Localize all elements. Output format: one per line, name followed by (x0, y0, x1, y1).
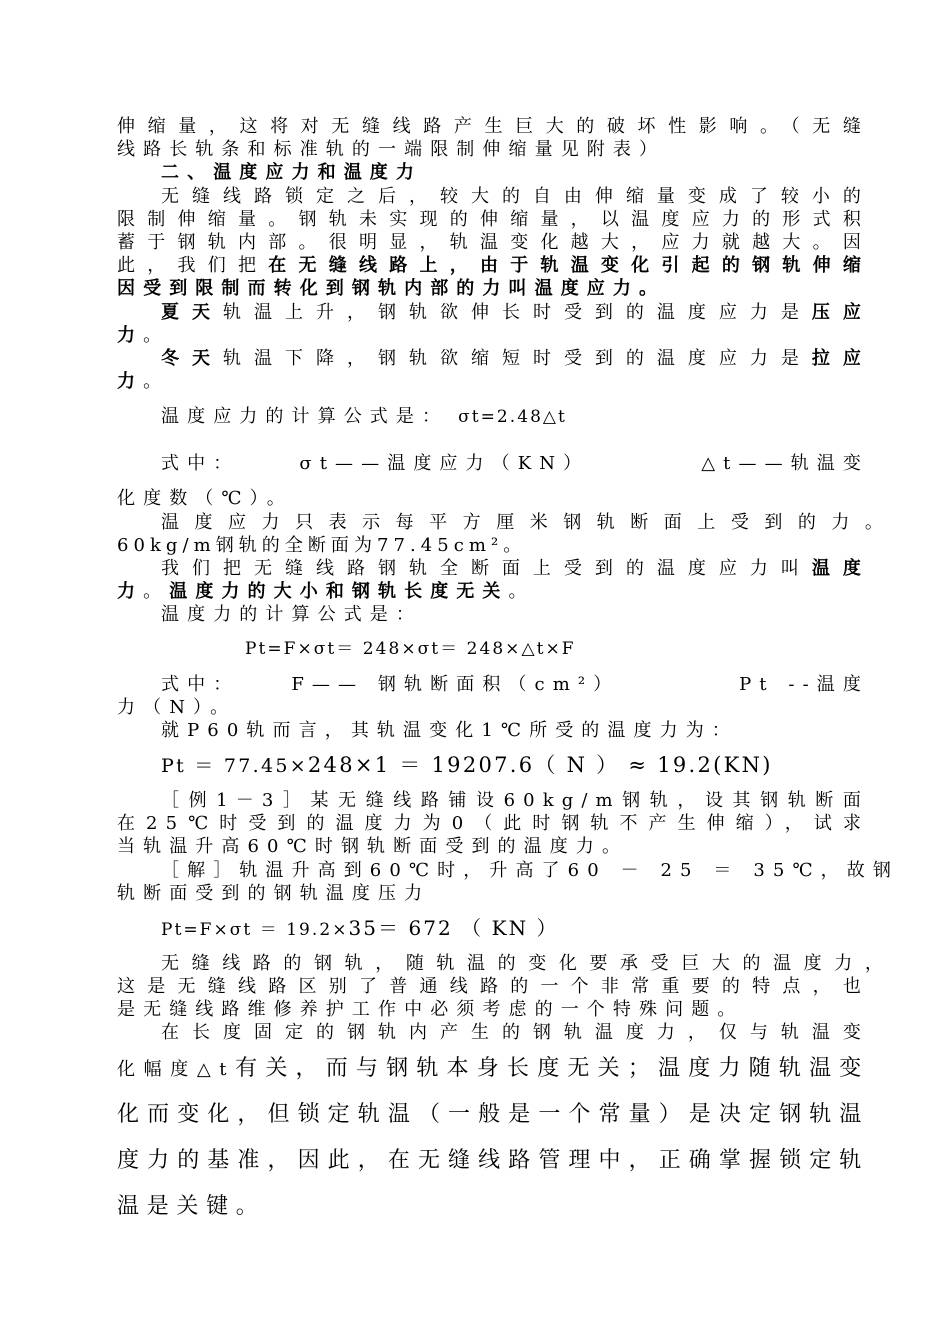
formula (161, 917, 869, 941)
text-span: 有关，而与钢轨本身长度无关；温度力随轨温变 (234, 1056, 870, 1081)
text-line: 蓄于钢轨内部。很明显，轨温变化越大，应力就越大。因 (117, 232, 869, 253)
text-line (117, 325, 869, 347)
text-span: 。 (143, 371, 170, 392)
formula-part: 35＝ 672 （ KN ） (348, 916, 559, 940)
text-span: σt——温度应力（KN） (299, 453, 590, 474)
text-line: ［例1－3］某无缝线路铺设60kg/m钢轨，设其钢轨断面 (161, 790, 869, 811)
formula: Pt=F×σt＝ 248×σt＝ 248×△t×F (245, 639, 576, 659)
formula-part: 248×1 ＝ 19207.6（ N ） ≈ 19.2(KN) (307, 753, 773, 777)
text-span: Pt --温度 (739, 674, 869, 695)
text-span: 我们把无缝线路钢轨全断面上受到的温度应力叫 (161, 558, 812, 579)
text-line (117, 371, 869, 393)
text-line (161, 348, 869, 370)
text-line: ［解］轨温升高到60℃时，升高了60 － 25 ＝ 35℃，故钢 (161, 860, 899, 881)
text-span: 轨温下降，钢轨欲缩短时受到的温度应力是 (223, 348, 812, 369)
text-line (117, 1056, 869, 1083)
text-line: 这是无缝线路区别了普通线路的一个非常重要的特点，也 (117, 976, 869, 997)
text-line: 轨断面受到的钢轨温度压力 (117, 883, 431, 904)
text-line: 无缝线路的钢轨，随轨温的变化要承受巨大的温度力， (161, 953, 891, 974)
text-line: 当轨温升高60℃时钢轨断面受到的温度力。 (117, 836, 629, 857)
text-line: 度力的基准，因此，在无缝线路管理中，正确掌握锁定轨 (117, 1148, 869, 1173)
text-span: 此，我们把 (117, 255, 269, 276)
text-span: △t——轨温变 (701, 453, 869, 474)
text-span: 轨温上升，钢轨欲伸长时受到的温度应力是 (223, 302, 812, 323)
text-span: 式中： (161, 453, 240, 474)
emphasis-text: 温度 (811, 558, 869, 579)
text-span: 。 (143, 325, 170, 346)
formula-part: Pt ＝ 77.45× (161, 755, 308, 777)
formula (161, 754, 869, 777)
emphasis-text: 力 (117, 581, 144, 602)
text-line (161, 453, 869, 475)
text-line: 化而变化，但锁定轨温（一般是一个常量）是决定钢轨温 (117, 1102, 869, 1127)
emphasis-text: 温度力的大小和钢轨长度无关 (169, 581, 509, 602)
text-line (161, 302, 869, 324)
text-span: 。 (508, 581, 535, 602)
text-line (161, 674, 869, 696)
emphasis-text: 在无缝线路上，由于轨温变化引起的钢轨伸缩 (268, 255, 870, 276)
emphasis-text: 力 (117, 325, 144, 346)
text-span: 化幅度△t (117, 1059, 235, 1080)
text-line (161, 558, 869, 580)
formula-line (161, 406, 869, 428)
text-line (117, 255, 869, 277)
text-line: 化度数（℃）。 (117, 488, 293, 509)
text-line: 无缝线路锁定之后，较大的自由伸缩量变成了较小的 (161, 186, 869, 207)
emphasis-text: 夏天 (161, 302, 223, 323)
text-line: 温度应力只表示每平方厘米钢轨断面上受到的力。 (161, 512, 891, 533)
text-line: 温是关键。 (117, 1194, 266, 1219)
text-line: 在25℃时受到的温度力为0（此时钢轨不产生伸缩），试求 (117, 813, 869, 834)
text-line: 伸缩量，这将对无缝线路产生巨大的破坏性影响。（无缝 (117, 116, 869, 137)
text-line: 限制伸缩量。钢轨未实现的伸缩量，以温度应力的形式积 (117, 209, 869, 230)
emphasis-text: 压应 (811, 302, 870, 323)
text-line: 60kg/m钢轨的全断面为77.45cm²。 (117, 535, 527, 556)
formula: σt=2.48△t (458, 407, 567, 427)
text-line: 力（N）。 (117, 697, 237, 718)
emphasis-text: 力 (117, 371, 144, 392)
text-line: 是无缝线路维修养护工作中必须考虑的一个特殊问题。 (117, 999, 744, 1020)
text-span: F—— 钢轨断面积（cm²） (291, 674, 620, 695)
text-line: 温度力的计算公式是： (161, 604, 422, 625)
text-span: 式中： (161, 674, 240, 695)
emphasis-text: 拉应 (811, 348, 870, 369)
formula-part: Pt=F×σt ＝ 19.2× (161, 920, 349, 940)
section-heading: 二、温度应力和温度力 (161, 162, 422, 183)
emphasis-line: 因受到限制而转化到钢轨内部的力叫温度应力。 (117, 278, 666, 299)
text-line (117, 581, 869, 603)
text-span: 。 (143, 581, 170, 602)
text-line: 在长度固定的钢轨内产生的钢轨温度力，仅与轨温变 (161, 1022, 869, 1043)
text-line: 线路长轨条和标准轨的一端限制伸缩量见附表） (117, 139, 666, 160)
text-line: 就P60轨而言，其轨温变化1℃所受的温度力为： (161, 720, 738, 741)
emphasis-text: 冬天 (161, 348, 223, 369)
formula-label: 温度应力的计算公式是： (161, 406, 449, 427)
